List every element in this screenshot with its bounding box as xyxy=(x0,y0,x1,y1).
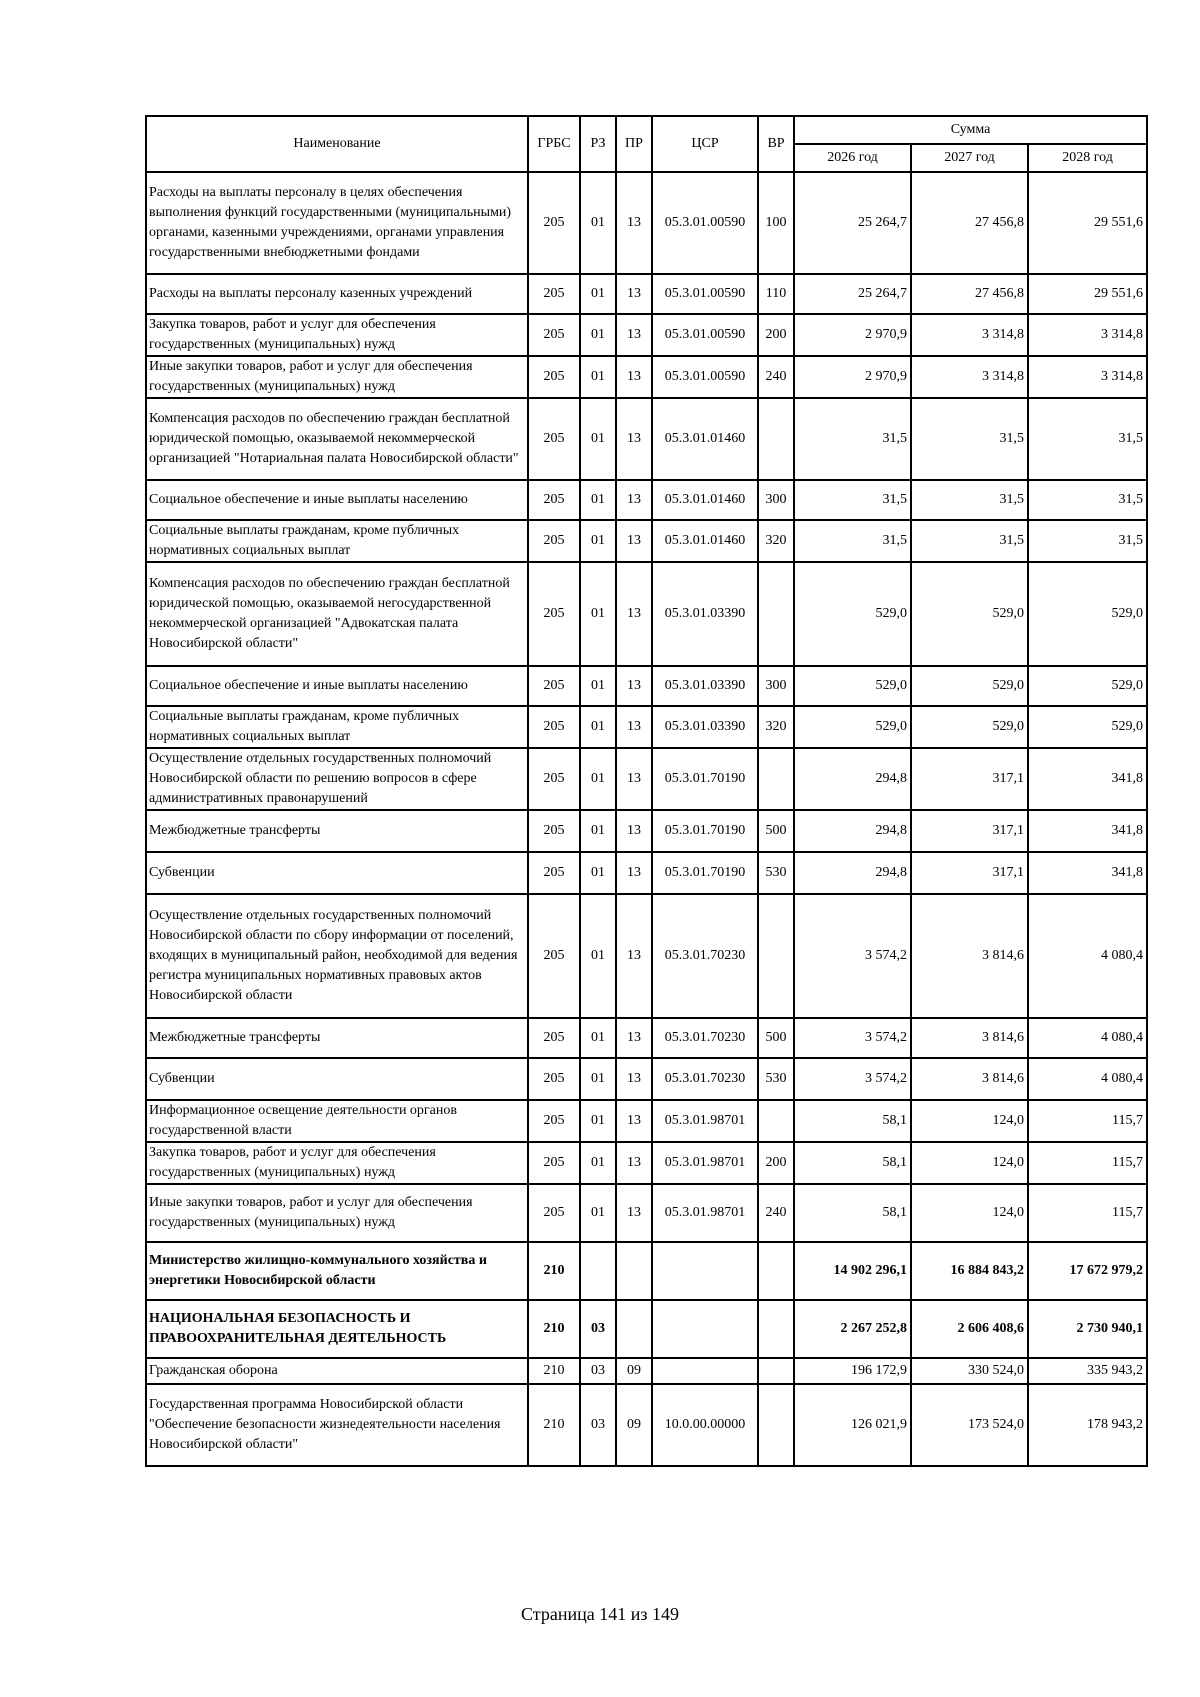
row-pr: 13 xyxy=(616,1142,652,1184)
row-vr xyxy=(758,398,794,480)
row-amount-2026: 294,8 xyxy=(794,748,911,810)
row-grbs: 205 xyxy=(528,1142,580,1184)
row-rz: 01 xyxy=(580,852,616,894)
row-vr: 500 xyxy=(758,810,794,852)
row-amount-2027: 529,0 xyxy=(911,706,1028,748)
row-pr: 13 xyxy=(616,562,652,666)
row-pr: 13 xyxy=(616,666,652,706)
row-name: Социальное обеспечение и иные выплаты населению xyxy=(146,480,528,520)
row-pr: 13 xyxy=(616,748,652,810)
row-amount-2027: 124,0 xyxy=(911,1100,1028,1142)
row-rz: 01 xyxy=(580,1100,616,1142)
row-grbs: 205 xyxy=(528,666,580,706)
row-vr: 530 xyxy=(758,852,794,894)
row-name: Субвенции xyxy=(146,852,528,894)
row-name: Компенсация расходов по обеспечению граждан бесплатной юридической помощью, оказываемой некоммерческой организацией "Нотариальная палата Новосибирской области" xyxy=(146,398,528,480)
row-pr: 13 xyxy=(616,706,652,748)
row-amount-2026: 2 970,9 xyxy=(794,356,911,398)
row-rz: 01 xyxy=(580,1058,616,1100)
row-name: Осуществление отдельных государственных полномочий Новосибирской области по решению вопросов в сфере административных правонарушений xyxy=(146,748,528,810)
row-amount-2028: 341,8 xyxy=(1028,852,1147,894)
row-csr xyxy=(652,1242,758,1300)
row-amount-2027: 124,0 xyxy=(911,1184,1028,1242)
row-amount-2027: 3 814,6 xyxy=(911,894,1028,1018)
row-grbs: 205 xyxy=(528,520,580,562)
row-amount-2028: 4 080,4 xyxy=(1028,1058,1147,1100)
table-row xyxy=(146,1184,1147,1242)
row-vr xyxy=(758,1242,794,1300)
row-pr: 13 xyxy=(616,1100,652,1142)
row-grbs: 205 xyxy=(528,356,580,398)
row-vr: 500 xyxy=(758,1018,794,1058)
row-amount-2028: 31,5 xyxy=(1028,480,1147,520)
row-csr: 05.3.01.70230 xyxy=(652,1058,758,1100)
header-year-2027: 2027 год xyxy=(911,144,1028,172)
table-row xyxy=(146,274,1147,314)
row-amount-2027: 173 524,0 xyxy=(911,1384,1028,1466)
row-vr: 300 xyxy=(758,666,794,706)
row-name: Осуществление отдельных государственных полномочий Новосибирской области по сбору информации от поселений, входящих в муниципальный район, необходимой для ведения регистра муниципальных нормативных правовых актов Новосибирской области xyxy=(146,894,528,1018)
row-vr xyxy=(758,562,794,666)
table-row xyxy=(146,520,1147,562)
row-amount-2028: 31,5 xyxy=(1028,520,1147,562)
row-vr xyxy=(758,1300,794,1358)
row-csr: 05.3.01.01460 xyxy=(652,480,758,520)
row-amount-2027: 2 606 408,6 xyxy=(911,1300,1028,1358)
row-vr: 240 xyxy=(758,356,794,398)
row-grbs: 205 xyxy=(528,274,580,314)
row-grbs: 205 xyxy=(528,748,580,810)
row-csr: 05.3.01.00590 xyxy=(652,172,758,274)
row-amount-2026: 529,0 xyxy=(794,706,911,748)
row-pr: 13 xyxy=(616,852,652,894)
row-amount-2026: 3 574,2 xyxy=(794,1018,911,1058)
row-amount-2026: 3 574,2 xyxy=(794,894,911,1018)
table-row xyxy=(146,748,1147,810)
row-rz: 01 xyxy=(580,562,616,666)
header-sum: Сумма xyxy=(794,116,1147,144)
row-pr: 13 xyxy=(616,1058,652,1100)
row-pr: 13 xyxy=(616,1018,652,1058)
row-pr: 13 xyxy=(616,1184,652,1242)
row-pr: 09 xyxy=(616,1384,652,1466)
row-amount-2026: 126 021,9 xyxy=(794,1384,911,1466)
row-name: Социальное обеспечение и иные выплаты населению xyxy=(146,666,528,706)
row-amount-2026: 2 970,9 xyxy=(794,314,911,356)
table-row xyxy=(146,1242,1147,1300)
row-csr: 05.3.01.98701 xyxy=(652,1184,758,1242)
row-csr: 05.3.01.00590 xyxy=(652,314,758,356)
table-row xyxy=(146,1058,1147,1100)
header-name: Наименование xyxy=(146,116,528,172)
table-row xyxy=(146,1358,1147,1384)
row-pr: 13 xyxy=(616,172,652,274)
row-amount-2028: 29 551,6 xyxy=(1028,172,1147,274)
row-name: Расходы на выплаты персоналу казенных учреждений xyxy=(146,274,528,314)
row-rz: 01 xyxy=(580,480,616,520)
row-rz: 03 xyxy=(580,1300,616,1358)
header-vr: ВР xyxy=(758,116,794,172)
row-amount-2027: 16 884 843,2 xyxy=(911,1242,1028,1300)
table-row xyxy=(146,1300,1147,1358)
row-grbs: 205 xyxy=(528,1100,580,1142)
row-csr xyxy=(652,1300,758,1358)
row-amount-2027: 31,5 xyxy=(911,520,1028,562)
row-rz: 01 xyxy=(580,274,616,314)
row-pr: 09 xyxy=(616,1358,652,1384)
row-grbs: 205 xyxy=(528,706,580,748)
row-amount-2027: 317,1 xyxy=(911,810,1028,852)
row-amount-2026: 58,1 xyxy=(794,1142,911,1184)
table-row xyxy=(146,562,1147,666)
header-rz: РЗ xyxy=(580,116,616,172)
row-csr: 05.3.01.03390 xyxy=(652,666,758,706)
row-vr: 200 xyxy=(758,1142,794,1184)
row-amount-2026: 196 172,9 xyxy=(794,1358,911,1384)
row-pr: 13 xyxy=(616,314,652,356)
row-amount-2027: 31,5 xyxy=(911,398,1028,480)
table-row xyxy=(146,1018,1147,1058)
row-csr: 05.3.01.00590 xyxy=(652,356,758,398)
row-name: Субвенции xyxy=(146,1058,528,1100)
row-name: Межбюджетные трансферты xyxy=(146,1018,528,1058)
row-rz: 01 xyxy=(580,398,616,480)
row-name: Иные закупки товаров, работ и услуг для обеспечения государственных (муниципальных) нужд xyxy=(146,1184,528,1242)
row-vr: 100 xyxy=(758,172,794,274)
row-rz: 01 xyxy=(580,314,616,356)
row-name: Государственная программа Новосибирской области "Обеспечение безопасности жизнедеятельности населения Новосибирской области" xyxy=(146,1384,528,1466)
row-grbs: 205 xyxy=(528,852,580,894)
row-amount-2028: 115,7 xyxy=(1028,1142,1147,1184)
row-grbs: 205 xyxy=(528,1018,580,1058)
row-rz: 03 xyxy=(580,1358,616,1384)
budget-table xyxy=(145,115,1148,1467)
row-vr: 200 xyxy=(758,314,794,356)
row-pr: 13 xyxy=(616,274,652,314)
row-grbs: 210 xyxy=(528,1242,580,1300)
row-amount-2028: 31,5 xyxy=(1028,398,1147,480)
row-rz: 01 xyxy=(580,1142,616,1184)
table-row xyxy=(146,852,1147,894)
row-rz: 01 xyxy=(580,810,616,852)
row-amount-2026: 58,1 xyxy=(794,1184,911,1242)
row-amount-2026: 14 902 296,1 xyxy=(794,1242,911,1300)
row-vr: 240 xyxy=(758,1184,794,1242)
row-pr: 13 xyxy=(616,520,652,562)
row-vr xyxy=(758,748,794,810)
row-pr: 13 xyxy=(616,894,652,1018)
row-amount-2028: 3 314,8 xyxy=(1028,356,1147,398)
header-csr: ЦСР xyxy=(652,116,758,172)
row-csr: 05.3.01.70230 xyxy=(652,894,758,1018)
row-csr xyxy=(652,1358,758,1384)
row-grbs: 210 xyxy=(528,1384,580,1466)
row-grbs: 205 xyxy=(528,1058,580,1100)
row-name: Закупка товаров, работ и услуг для обеспечения государственных (муниципальных) нужд xyxy=(146,314,528,356)
row-amount-2028: 529,0 xyxy=(1028,706,1147,748)
row-amount-2027: 3 814,6 xyxy=(911,1058,1028,1100)
row-amount-2027: 124,0 xyxy=(911,1142,1028,1184)
row-amount-2026: 25 264,7 xyxy=(794,274,911,314)
row-name: Межбюджетные трансферты xyxy=(146,810,528,852)
row-amount-2026: 2 267 252,8 xyxy=(794,1300,911,1358)
row-rz: 01 xyxy=(580,748,616,810)
row-grbs: 205 xyxy=(528,1184,580,1242)
row-csr: 05.3.01.98701 xyxy=(652,1100,758,1142)
row-csr: 05.3.01.03390 xyxy=(652,562,758,666)
table-row xyxy=(146,398,1147,480)
row-amount-2027: 330 524,0 xyxy=(911,1358,1028,1384)
header-year-2026: 2026 год xyxy=(794,144,911,172)
row-amount-2028: 3 314,8 xyxy=(1028,314,1147,356)
header-year-2028: 2028 год xyxy=(1028,144,1147,172)
table-row xyxy=(146,314,1147,356)
row-vr: 530 xyxy=(758,1058,794,1100)
row-grbs: 205 xyxy=(528,562,580,666)
row-amount-2028: 529,0 xyxy=(1028,562,1147,666)
table-row xyxy=(146,1142,1147,1184)
row-amount-2028: 341,8 xyxy=(1028,810,1147,852)
row-csr: 05.3.01.01460 xyxy=(652,520,758,562)
row-amount-2026: 31,5 xyxy=(794,520,911,562)
row-vr xyxy=(758,894,794,1018)
row-amount-2028: 4 080,4 xyxy=(1028,1018,1147,1058)
row-amount-2028: 341,8 xyxy=(1028,748,1147,810)
row-pr: 13 xyxy=(616,398,652,480)
row-rz: 01 xyxy=(580,520,616,562)
row-vr xyxy=(758,1100,794,1142)
row-rz: 01 xyxy=(580,356,616,398)
row-name: Расходы на выплаты персоналу в целях обеспечения выполнения функций государственными (муниципальными) органами, казенными учреждениями, органами управления государственными внебюджетными фондами xyxy=(146,172,528,274)
row-amount-2027: 3 314,8 xyxy=(911,314,1028,356)
row-amount-2027: 31,5 xyxy=(911,480,1028,520)
row-rz: 01 xyxy=(580,1018,616,1058)
row-vr xyxy=(758,1384,794,1466)
row-csr: 05.3.01.70190 xyxy=(652,852,758,894)
row-amount-2028: 2 730 940,1 xyxy=(1028,1300,1147,1358)
row-name: Министерство жилищно-коммунального хозяйства и энергетики Новосибирской области xyxy=(146,1242,528,1300)
row-name: Информационное освещение деятельности органов государственной власти xyxy=(146,1100,528,1142)
row-amount-2027: 27 456,8 xyxy=(911,172,1028,274)
row-grbs: 205 xyxy=(528,314,580,356)
row-amount-2028: 29 551,6 xyxy=(1028,274,1147,314)
row-name: Закупка товаров, работ и услуг для обеспечения государственных (муниципальных) нужд xyxy=(146,1142,528,1184)
row-rz: 01 xyxy=(580,666,616,706)
row-grbs: 205 xyxy=(528,480,580,520)
row-name: Гражданская оборона xyxy=(146,1358,528,1384)
header-pr: ПР xyxy=(616,116,652,172)
row-amount-2027: 27 456,8 xyxy=(911,274,1028,314)
row-vr: 110 xyxy=(758,274,794,314)
row-csr: 05.3.01.01460 xyxy=(652,398,758,480)
row-grbs: 205 xyxy=(528,398,580,480)
row-amount-2026: 529,0 xyxy=(794,562,911,666)
row-vr: 300 xyxy=(758,480,794,520)
row-pr xyxy=(616,1242,652,1300)
row-name: Социальные выплаты гражданам, кроме публичных нормативных социальных выплат xyxy=(146,706,528,748)
row-csr: 05.3.01.98701 xyxy=(652,1142,758,1184)
row-csr: 05.3.01.03390 xyxy=(652,706,758,748)
row-amount-2028: 4 080,4 xyxy=(1028,894,1147,1018)
row-amount-2026: 3 574,2 xyxy=(794,1058,911,1100)
row-rz: 01 xyxy=(580,1184,616,1242)
table-row xyxy=(146,666,1147,706)
row-rz xyxy=(580,1242,616,1300)
row-pr xyxy=(616,1300,652,1358)
row-csr: 05.3.01.70190 xyxy=(652,748,758,810)
row-amount-2028: 115,7 xyxy=(1028,1184,1147,1242)
row-csr: 05.3.01.70190 xyxy=(652,810,758,852)
row-amount-2027: 3 314,8 xyxy=(911,356,1028,398)
row-csr: 05.3.01.00590 xyxy=(652,274,758,314)
row-csr: 05.3.01.70230 xyxy=(652,1018,758,1058)
table-row xyxy=(146,1384,1147,1466)
row-amount-2026: 294,8 xyxy=(794,810,911,852)
row-amount-2027: 317,1 xyxy=(911,852,1028,894)
row-vr: 320 xyxy=(758,706,794,748)
row-csr: 10.0.00.00000 xyxy=(652,1384,758,1466)
row-amount-2026: 294,8 xyxy=(794,852,911,894)
header-grbs: ГРБС xyxy=(528,116,580,172)
table-row xyxy=(146,172,1147,274)
row-rz: 03 xyxy=(580,1384,616,1466)
row-amount-2026: 529,0 xyxy=(794,666,911,706)
table-row xyxy=(146,1100,1147,1142)
row-amount-2028: 115,7 xyxy=(1028,1100,1147,1142)
table-row xyxy=(146,894,1147,1018)
table-row xyxy=(146,706,1147,748)
row-amount-2028: 17 672 979,2 xyxy=(1028,1242,1147,1300)
row-grbs: 210 xyxy=(528,1300,580,1358)
row-vr: 320 xyxy=(758,520,794,562)
row-amount-2027: 529,0 xyxy=(911,562,1028,666)
table-body xyxy=(146,172,1147,1466)
row-pr: 13 xyxy=(616,810,652,852)
row-vr xyxy=(758,1358,794,1384)
row-amount-2027: 3 814,6 xyxy=(911,1018,1028,1058)
row-amount-2026: 31,5 xyxy=(794,480,911,520)
row-amount-2026: 25 264,7 xyxy=(794,172,911,274)
row-amount-2027: 529,0 xyxy=(911,666,1028,706)
row-amount-2028: 529,0 xyxy=(1028,666,1147,706)
row-rz: 01 xyxy=(580,172,616,274)
row-grbs: 210 xyxy=(528,1358,580,1384)
row-rz: 01 xyxy=(580,894,616,1018)
row-name: Иные закупки товаров, работ и услуг для обеспечения государственных (муниципальных) нужд xyxy=(146,356,528,398)
row-amount-2027: 317,1 xyxy=(911,748,1028,810)
row-name: НАЦИОНАЛЬНАЯ БЕЗОПАСНОСТЬ И ПРАВООХРАНИТЕЛЬНАЯ ДЕЯТЕЛЬНОСТЬ xyxy=(146,1300,528,1358)
row-amount-2028: 178 943,2 xyxy=(1028,1384,1147,1466)
row-amount-2028: 335 943,2 xyxy=(1028,1358,1147,1384)
row-amount-2026: 58,1 xyxy=(794,1100,911,1142)
row-rz: 01 xyxy=(580,706,616,748)
row-name: Социальные выплаты гражданам, кроме публичных нормативных социальных выплат xyxy=(146,520,528,562)
table-row xyxy=(146,356,1147,398)
row-amount-2026: 31,5 xyxy=(794,398,911,480)
table-row xyxy=(146,810,1147,852)
row-grbs: 205 xyxy=(528,810,580,852)
row-pr: 13 xyxy=(616,356,652,398)
row-pr: 13 xyxy=(616,480,652,520)
row-grbs: 205 xyxy=(528,172,580,274)
table-row xyxy=(146,480,1147,520)
row-name: Компенсация расходов по обеспечению граждан бесплатной юридической помощью, оказываемой негосударственной некоммерческой организацией "Адвокатская палата Новосибирской области" xyxy=(146,562,528,666)
row-grbs: 205 xyxy=(528,894,580,1018)
page-number: Страница 141 из 149 xyxy=(521,1604,679,1624)
